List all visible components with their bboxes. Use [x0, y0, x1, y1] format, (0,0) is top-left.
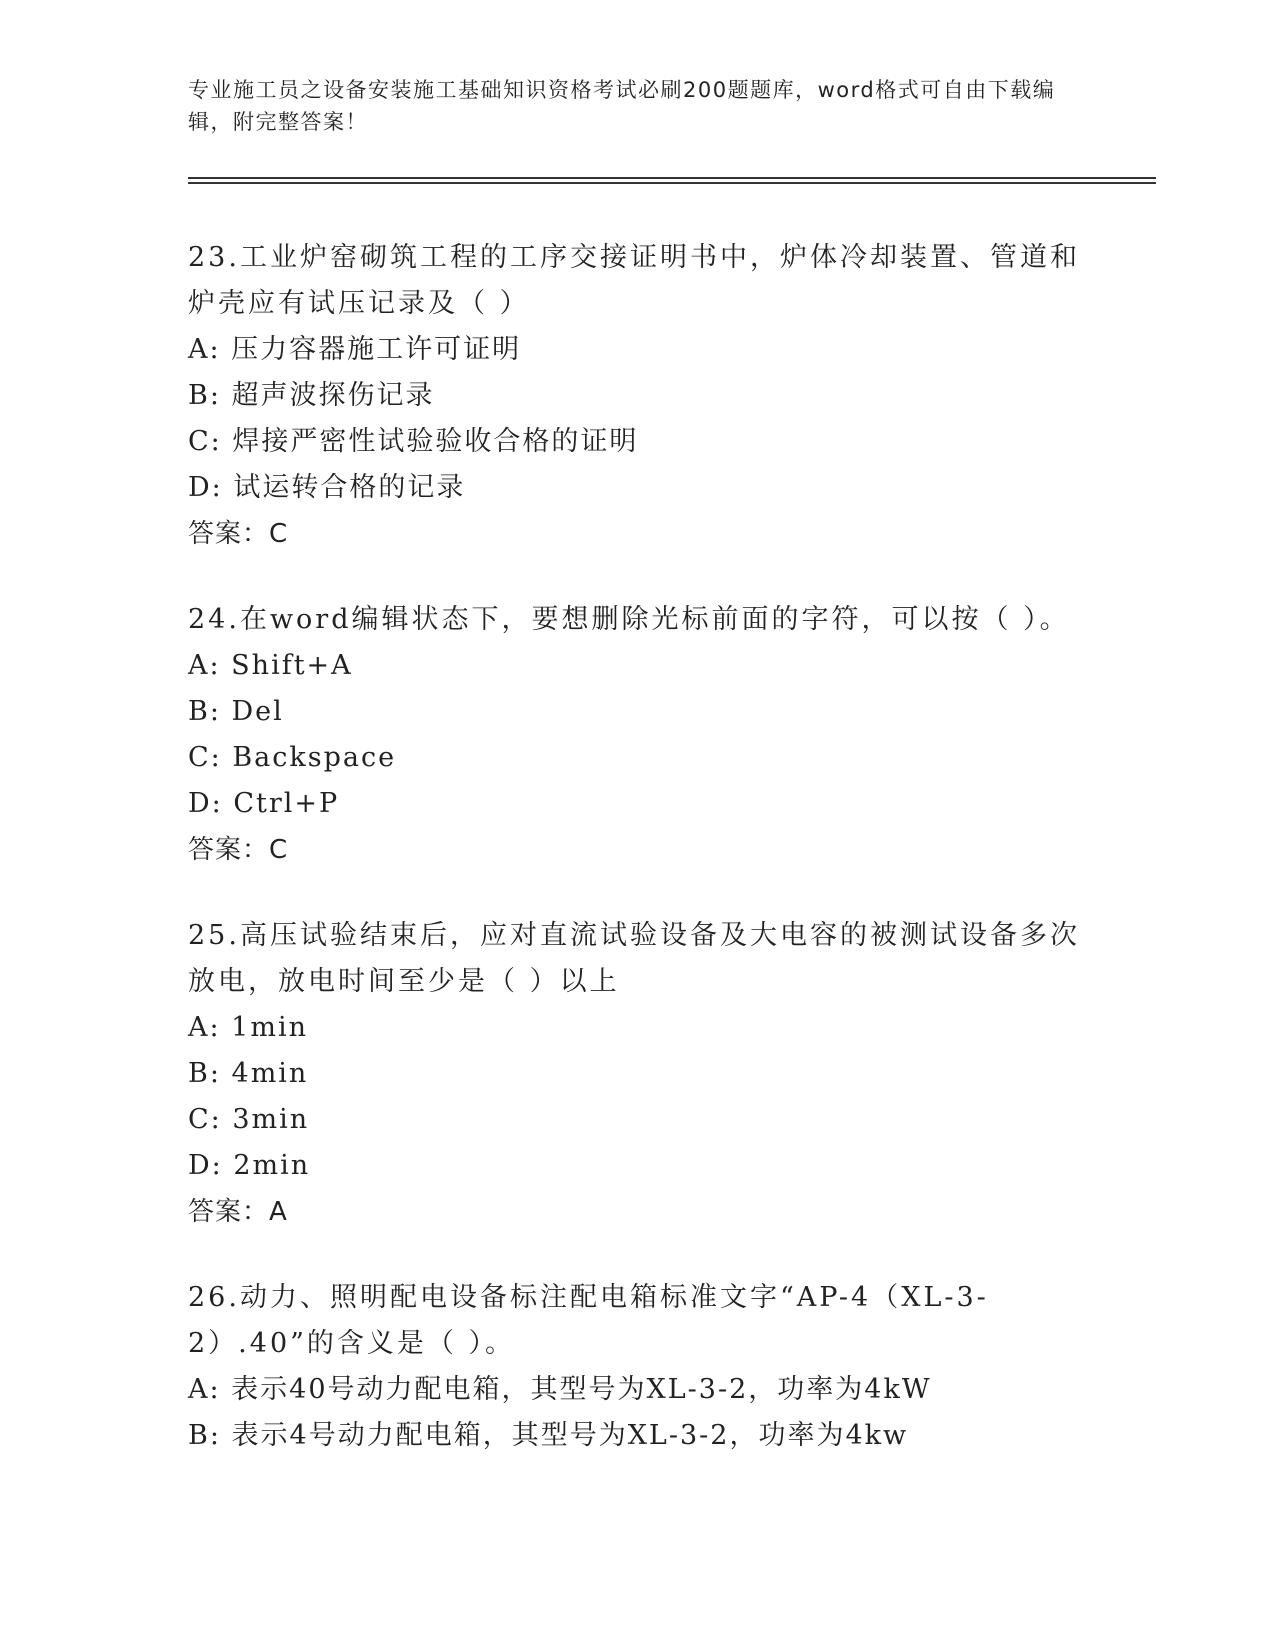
question-25 [188, 913, 1088, 1235]
option-a: A: 1min [188, 1012, 308, 1043]
option-b: B: 表示4号动力配电箱，其型号为XL-3-2，功率为4kw [188, 1420, 909, 1451]
question-stem: 26.动力、照明配电设备标注配电箱标准文字“AP-4（XL-3-2）.40”的含义是（ ）。 [188, 1282, 989, 1359]
header-divider-top [188, 177, 1156, 179]
answer-line: 答案：C [188, 835, 289, 865]
option-b: B: Del [188, 696, 284, 727]
option-b: B: 4min [188, 1058, 309, 1089]
document-header: 专业施工员之设备安装施工基础知识资格考试必刷200题题库，word格式可自由下载编辑，附完整答案！ [188, 78, 1056, 134]
question-24 [188, 597, 1088, 873]
header-divider-bottom [188, 182, 1156, 184]
option-d: D: Ctrl+P [188, 788, 340, 819]
question-stem: 25.高压试验结束后，应对直流试验设备及大电容的被测试设备多次放电，放电时间至少是（ ）以上 [188, 920, 1080, 997]
option-a: A: 压力容器施工许可证明 [188, 334, 522, 365]
option-c: C: 3min [188, 1104, 310, 1135]
option-c: C: 焊接严密性试验验收合格的证明 [188, 426, 639, 457]
question-list [188, 235, 1088, 1499]
answer-line: 答案：C [188, 519, 289, 549]
option-d: D: 2min [188, 1150, 311, 1181]
option-d: D: 试运转合格的记录 [188, 472, 466, 503]
option-c: C: Backspace [188, 742, 397, 773]
answer-line: 答案：A [188, 1197, 288, 1227]
option-a: A: 表示40号动力配电箱，其型号为XL-3-2，功率为4kW [188, 1374, 932, 1405]
option-b: B: 超声波探伤记录 [188, 380, 435, 411]
question-26 [188, 1275, 1088, 1459]
question-23 [188, 235, 1088, 557]
question-stem: 23.工业炉窑砌筑工程的工序交接证明书中，炉体冷却装置、管道和炉壳应有试压记录及（ ） [188, 242, 1080, 319]
option-a: A: Shift+A [188, 650, 353, 681]
question-stem: 24.在word编辑状态下，要想删除光标前面的字符，可以按（ ）。 [188, 604, 1070, 635]
